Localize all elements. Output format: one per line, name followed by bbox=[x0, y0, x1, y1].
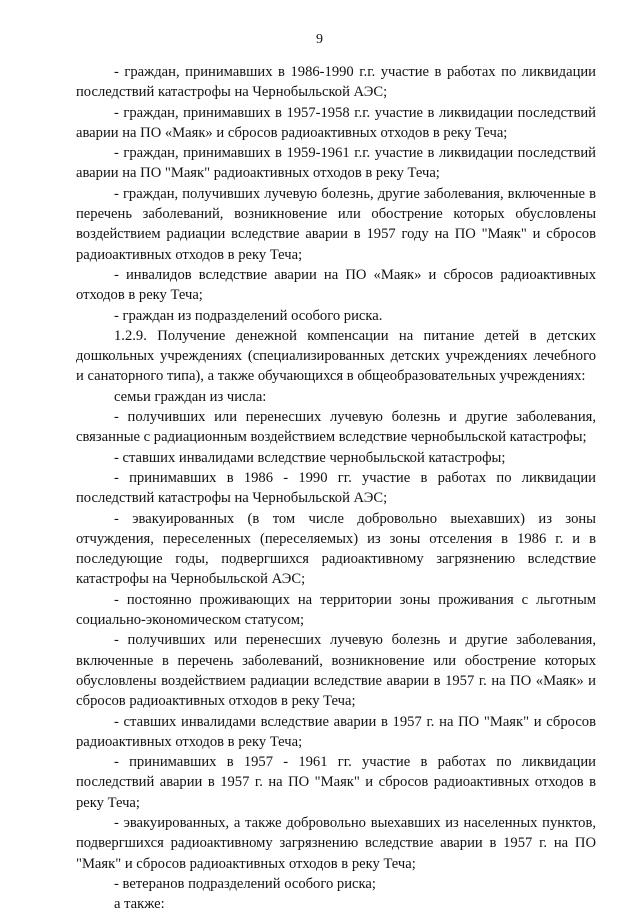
paragraph: семьи граждан из числа: bbox=[114, 388, 267, 405]
paragraph: - постоянно проживающих на территории зоны проживания с льготным социально-экономическом статусом; bbox=[76, 591, 596, 629]
section-paragraph: 1.2.9. Получение денежной компенсации на питание детей в детских дошкольных учреждениях (специализированных детских учреждениях лечебного и санаторного типа), а также обучающихся в общеобразовательных учреждениях: bbox=[76, 327, 596, 385]
paragraph: - эвакуированных (в том числе добровольно выехавших) из зоны отчуждения, переселенных (переселяемых) из зоны отселения в 1986 г. и в последующие годы, подвергшихся радиоактивному загрязнению вследствие катастрофы на Чернобыльской АЭС; bbox=[76, 510, 596, 588]
paragraph: - граждан, принимавших в 1986-1990 г.г. участие в работах по ликвидации последствий катастрофы на Чернобыльской АЭС; bbox=[76, 64, 596, 101]
paragraph: - граждан, принимавших в 1957-1958 г.г. участие в ликвидации последствий аварии на ПО «Маяк» и сбросов радиоактивных отходов в реку Теча; bbox=[76, 104, 596, 141]
page-number: 9 bbox=[316, 32, 323, 47]
paragraph: - граждан, принимавших в 1959-1961 г.г. участие в ликвидации последствий аварии на ПО "Маяк" радиоактивных отходов в реку Теча; bbox=[76, 145, 596, 182]
paragraph: - получивших или перенесших лучевую болезнь и другие заболевания, включенные в перечень заболеваний, возникновение или обострение которых обусловлены воздействием радиации вследствие аварии в 1957 г. на ПО «Маяк» и сбросов радиоактивных отходов в реку Теча; bbox=[76, 632, 596, 710]
paragraph: - граждан из подразделений особого риска. bbox=[114, 307, 383, 324]
document-body bbox=[76, 62, 596, 914]
paragraph: - граждан, получивших лучевую болезнь, другие заболевания, включенные в перечень заболеваний, возникновение или обострение которых обусловлены воздействием радиации вследствие аварии в 1957 году на ПО "Маяк" и сбросов радиоактивных отходов в реку Теча; bbox=[76, 185, 596, 263]
paragraph: а также: bbox=[114, 896, 165, 913]
paragraph: - ставших инвалидами вследствие аварии в 1957 г. на ПО "Маяк" и сбросов радиоактивных отходов в реку Теча; bbox=[76, 713, 596, 750]
paragraph: - ветеранов подразделений особого риска; bbox=[114, 875, 376, 892]
paragraph: - инвалидов вследствие аварии на ПО «Маяк» и сбросов радиоактивных отходов в реку Теча; bbox=[76, 266, 596, 304]
paragraph: - принимавших в 1957 - 1961 гг. участие в работах по ликвидации последствий аварии в 1957 г. на ПО "Маяк" и сбросов радиоактивных отходов в реку Теча; bbox=[76, 754, 596, 811]
paragraph: - ставших инвалидами вследствие чернобыльской катастрофы; bbox=[114, 449, 506, 466]
paragraph: - принимавших в 1986 - 1990 гг. участие в работах по ликвидации последствий катастрофы на Чернобыльской АЭС; bbox=[76, 469, 596, 507]
paragraph: - получивших или перенесших лучевую болезнь и другие заболевания, связанные с радиационным воздействием вследствие чернобыльской катастрофы; bbox=[76, 409, 596, 446]
paragraph: - эвакуированных, а также добровольно выехавших из населенных пунктов, подвергшихся радиоактивному загрязнению вследствие аварии в 1957 г. на ПО "Маяк" и сбросов радиоактивных отходов в реку Теча; bbox=[76, 814, 596, 872]
